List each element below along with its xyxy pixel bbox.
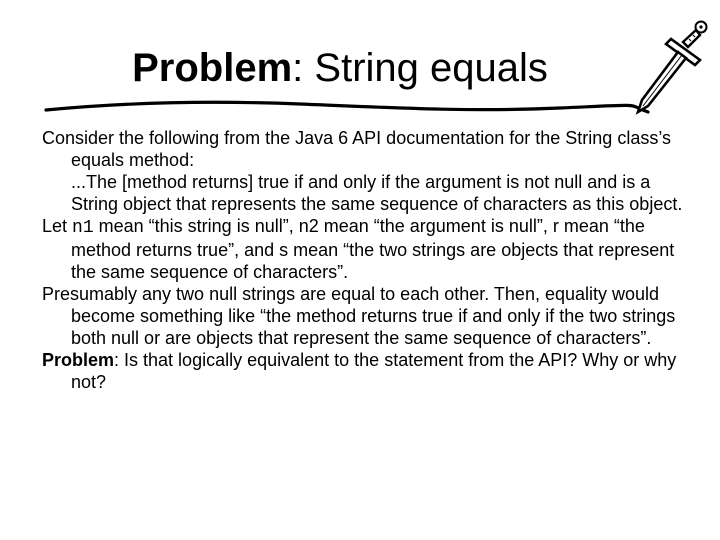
title-bold: Problem [132, 46, 293, 90]
paragraph-problem [42, 349, 692, 393]
code-n1: n1 [72, 218, 94, 238]
definitions-lead: Let [42, 216, 73, 236]
definitions-rest: mean “this string is null”, n2 mean “the argument is null”, r mean “the method returns true”, and s mean “the two strings are objects that represent the same sequence of characters”. [71, 216, 675, 282]
paragraph-intro: Consider the following from the Java 6 API documentation for the String class’s equals method: [42, 128, 671, 170]
paragraph-presumption: Presumably any two null strings are equal to each other. Then, equality would become something like “the method returns true if and only if the two strings both null or are objects that represent the same sequence of characters”. [42, 284, 676, 348]
paragraph-definitions [42, 215, 692, 283]
paragraph-quote: ...The [method returns] true if and only if the argument is not null and is a String object that represents the same sequence of characters as this object. [71, 172, 683, 214]
problem-bold: Problem [42, 350, 115, 370]
problem-question: : Is that logically equivalent to the statement from the API? Why or why not? [71, 350, 677, 392]
title-rest: : String equals [292, 46, 548, 90]
body-text [42, 127, 692, 393]
